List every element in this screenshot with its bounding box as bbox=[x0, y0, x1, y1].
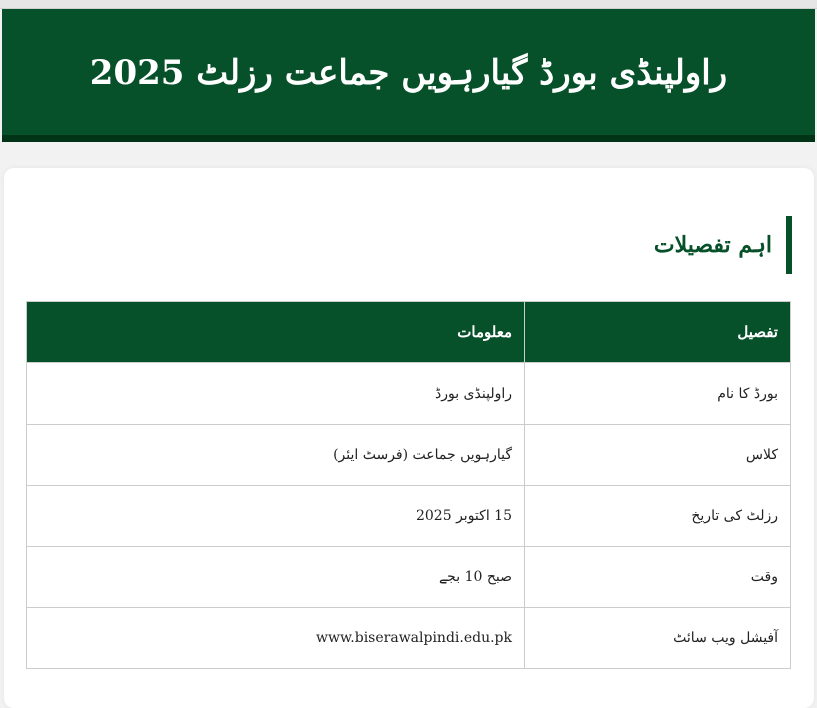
row-label: رزلٹ کی تاریخ bbox=[525, 486, 791, 547]
table-header-row bbox=[27, 302, 791, 363]
row-value: گیارہویں جماعت (فرسٹ ایئر) bbox=[27, 425, 525, 486]
table-row bbox=[27, 547, 791, 608]
page-header bbox=[2, 9, 815, 142]
row-label: بورڈ کا نام bbox=[525, 363, 791, 425]
top-rule bbox=[0, 0, 817, 9]
section-title: اہم تفصیلات bbox=[653, 232, 772, 258]
page-title: راولپنڈی بورڈ گیارہویں جماعت رزلٹ 2025 bbox=[89, 52, 728, 93]
row-value: 15 اکتوبر 2025 bbox=[27, 486, 525, 547]
section-heading bbox=[654, 216, 792, 274]
table-row bbox=[27, 425, 791, 486]
row-value: صبح 10 بجے bbox=[27, 547, 525, 608]
table-row bbox=[27, 608, 791, 669]
row-label: وقت bbox=[525, 547, 791, 608]
column-header-info: معلومات bbox=[27, 302, 525, 363]
table-row bbox=[27, 363, 791, 425]
table-row bbox=[27, 486, 791, 547]
row-label: کلاس bbox=[525, 425, 791, 486]
row-value: راولپنڈی بورڈ bbox=[27, 363, 525, 425]
row-label: آفیشل ویب سائٹ bbox=[525, 608, 791, 669]
details-table bbox=[26, 301, 791, 669]
website-value: www.biserawalpindi.edu.pk bbox=[27, 608, 525, 669]
column-header-detail: تفصیل bbox=[525, 302, 791, 363]
